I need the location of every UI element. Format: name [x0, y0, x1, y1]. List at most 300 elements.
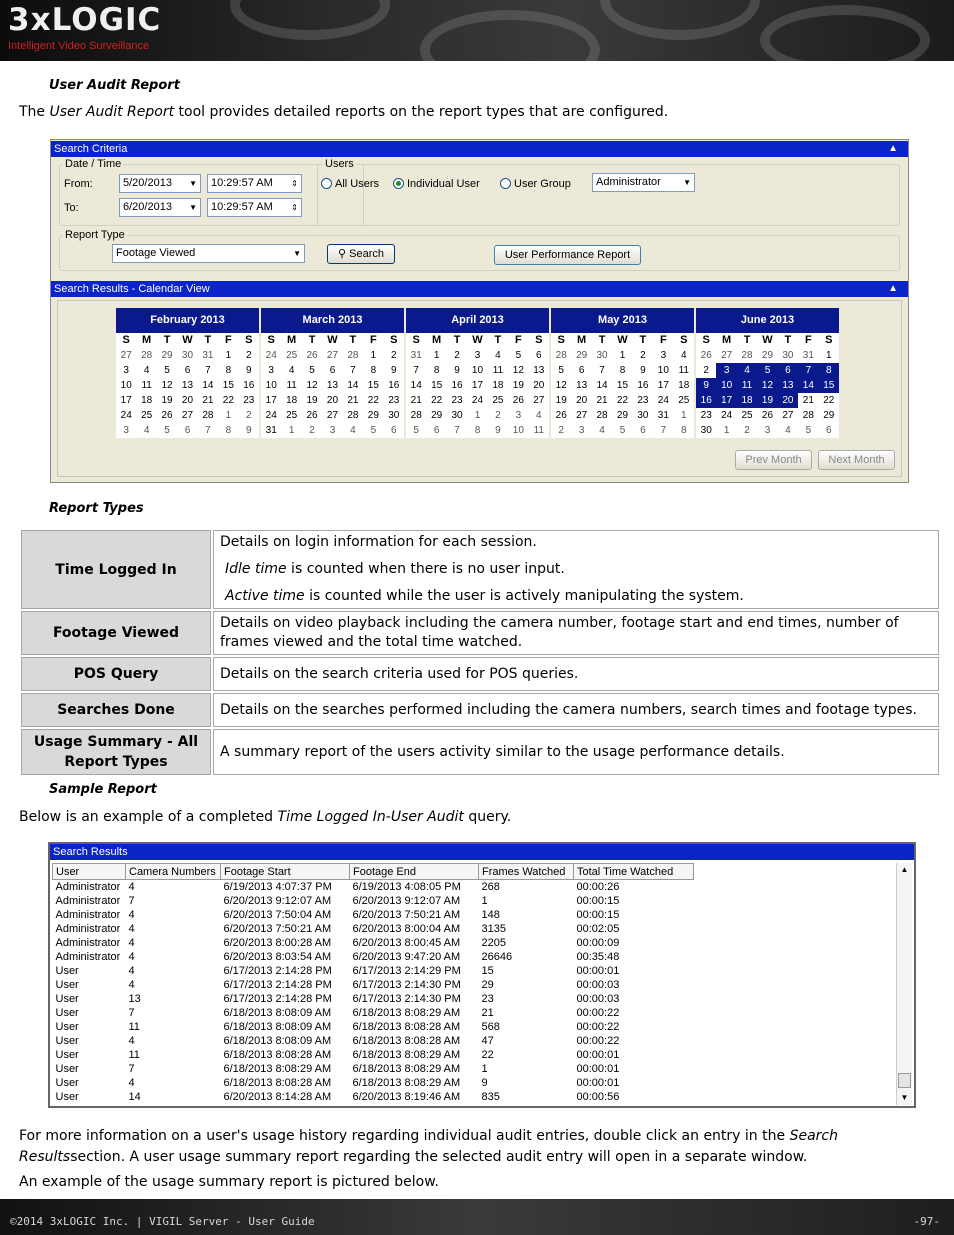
day-name: F	[514, 334, 522, 346]
calendar-day[interactable]: 26	[306, 350, 318, 361]
calendar-day[interactable]: 9	[495, 425, 501, 436]
calendar-day[interactable]: 24	[120, 410, 132, 421]
calendar-day[interactable]: 7	[454, 425, 460, 436]
calendar-day[interactable]: 31	[265, 425, 277, 436]
calendar-day[interactable]: 5	[164, 365, 170, 376]
calendar-day[interactable]: 5	[757, 363, 777, 378]
table-row[interactable]	[53, 894, 694, 908]
calendar-day[interactable]: 3	[123, 365, 129, 376]
table-cell: User	[55, 1091, 79, 1103]
to-date-picker[interactable]: 6/20/2013 ▼	[119, 198, 201, 217]
column-header[interactable]: Frames Watched	[479, 864, 574, 880]
calendar-day[interactable]: 20	[778, 393, 798, 408]
table-row[interactable]	[53, 922, 694, 936]
calendar-day[interactable]: 8	[474, 425, 481, 436]
calendar-day[interactable]: 25	[141, 410, 153, 421]
calendar-day[interactable]: 7	[660, 425, 667, 436]
calendar-day[interactable]: 3	[329, 425, 336, 436]
calendar-day[interactable]: 5	[619, 425, 626, 436]
search-button[interactable]: ⚲ Search	[327, 244, 395, 264]
table-cell: 835	[481, 1091, 500, 1103]
radio-all-users[interactable]: All Users	[321, 178, 379, 191]
calendar-day[interactable]: 18	[141, 395, 153, 406]
calendar-day[interactable]: 26	[700, 350, 712, 361]
calendar-day[interactable]: 29	[576, 350, 588, 361]
calendar-day[interactable]: 1	[370, 350, 377, 361]
calendar-day[interactable]: 21	[802, 395, 814, 406]
calendar-day[interactable]: 6	[391, 425, 397, 436]
calendar-day[interactable]: 27	[533, 395, 545, 406]
calendar-day[interactable]: 11	[533, 425, 544, 436]
table-cell: 6/17/2013 2:14:29 PM	[352, 965, 461, 977]
calendar-day[interactable]: 30	[782, 350, 794, 361]
calendar-day[interactable]: 17	[265, 395, 277, 406]
calendar-day[interactable]: 29	[161, 350, 173, 361]
day-name: F	[659, 334, 667, 346]
calendar-day[interactable]: 15	[367, 380, 379, 391]
calendar-day[interactable]: 30	[388, 410, 400, 421]
calendar-day[interactable]: 11	[678, 365, 689, 376]
day-name: S	[390, 334, 398, 346]
calendar-day[interactable]: 11	[492, 365, 504, 376]
calendar-day[interactable]: 1	[433, 350, 440, 361]
calendar-day[interactable]: 1	[474, 410, 481, 421]
collapse-icon[interactable]: ▲	[888, 283, 898, 294]
calendar-day[interactable]: 10	[265, 380, 277, 391]
calendar-day[interactable]: 28	[347, 350, 359, 361]
calendar-day[interactable]: 4	[785, 425, 791, 436]
calendar-day[interactable]: 26	[555, 410, 567, 421]
calendar-day[interactable]: 31	[202, 350, 214, 361]
table-cell: 13	[128, 993, 141, 1005]
calendar-day[interactable]: 8	[681, 425, 687, 436]
from-date-picker[interactable]: 5/20/2013 ▼	[119, 174, 201, 193]
calendar-day[interactable]: 23	[700, 410, 712, 421]
calendar-day[interactable]: 14	[347, 380, 359, 391]
user-performance-report-button[interactable]: User Performance Report	[494, 245, 641, 265]
intro-paragraph: The User Audit Report tool provides detailed reports on the report types that are configured.	[19, 104, 669, 120]
calendar-day[interactable]: 20	[326, 395, 339, 406]
table-cell: 6/18/2013 8:08:29 AM	[223, 1063, 332, 1075]
calendar-day[interactable]: 3	[660, 350, 667, 361]
calendar-day[interactable]: 26	[306, 410, 318, 421]
calendar-day[interactable]: 6	[578, 365, 585, 376]
table-row[interactable]	[53, 936, 694, 950]
table-row[interactable]	[53, 1020, 694, 1034]
to-label: To:	[64, 202, 79, 214]
table-row[interactable]	[53, 1062, 694, 1076]
calendar-day[interactable]: 27	[782, 410, 794, 421]
user-select[interactable]: Administrator ▼	[592, 173, 695, 192]
calendar-day[interactable]: 3	[268, 365, 274, 376]
table-cell: 00:00:03	[576, 979, 620, 991]
calendar-day[interactable]: 6	[184, 425, 191, 436]
calendar-day[interactable]: 4	[536, 410, 542, 421]
calendar-day[interactable]: 1	[681, 410, 687, 421]
day-name: F	[224, 334, 232, 346]
dropdown-arrow-icon: ▼	[683, 178, 691, 187]
calendar-day[interactable]: 26	[161, 410, 173, 421]
calendar-day[interactable]: 23	[451, 395, 463, 406]
spinner-icon[interactable]: ⇕	[291, 179, 298, 188]
calendar-day[interactable]: 12	[757, 378, 777, 393]
calendar-day[interactable]: 25	[741, 410, 753, 421]
calendar-day[interactable]: 31	[410, 350, 422, 361]
table-cell: Administrator	[55, 937, 121, 949]
calendar-day[interactable]: 24	[265, 410, 277, 421]
report-type-description: Details on video playback including the camera number, footage start and end times, number of frames viewed and the total time watched.	[213, 611, 939, 655]
month-calendar	[696, 308, 839, 438]
calendar-day[interactable]: 9	[391, 365, 397, 376]
table-cell: 6/20/2013 7:50:21 AM	[352, 909, 461, 921]
calendar-day[interactable]: 5	[413, 425, 419, 436]
calendar-day[interactable]: 17	[657, 380, 669, 391]
table-row[interactable]	[53, 1034, 694, 1048]
calendar-day[interactable]: 2	[309, 425, 315, 436]
calendar-day[interactable]: 14	[596, 380, 608, 391]
next-month-button[interactable]: Next Month	[818, 450, 895, 470]
calendar-day[interactable]: 30	[596, 350, 608, 361]
calendar-day[interactable]: 16	[696, 393, 716, 408]
column-header[interactable]: Footage Start	[221, 864, 350, 880]
day-name: T	[453, 334, 461, 346]
table-row[interactable]	[53, 1006, 694, 1020]
calendar-day[interactable]: 13	[326, 380, 339, 391]
calendar-day[interactable]: 24	[721, 410, 733, 421]
table-cell: 148	[481, 909, 500, 921]
calendar-day[interactable]: 29	[616, 410, 629, 421]
calendar-day[interactable]: 23	[637, 395, 649, 406]
calendar-day[interactable]: 16	[451, 380, 463, 391]
dropdown-arrow-icon: ▼	[189, 179, 197, 188]
table-row[interactable]	[53, 1048, 694, 1062]
report-type-name: Footage Viewed	[21, 611, 211, 655]
calendar-day[interactable]: 4	[288, 365, 295, 376]
calendar-day[interactable]: 7	[205, 425, 211, 436]
calendar-day[interactable]: 11	[737, 378, 757, 393]
calendar-day[interactable]: 4	[495, 350, 501, 361]
day-name: T	[349, 334, 357, 346]
table-row[interactable]	[53, 880, 694, 895]
calendar-day[interactable]: 29	[823, 410, 835, 421]
table-row[interactable]	[53, 992, 694, 1006]
day-name: T	[784, 334, 792, 346]
calendar-day[interactable]: 4	[143, 425, 150, 436]
report-types-table	[19, 528, 941, 777]
scroll-up-icon[interactable]: ▲	[900, 865, 909, 874]
table-cell: 6/20/2013 9:12:07 AM	[352, 895, 461, 907]
calendar-day[interactable]: 6	[329, 365, 336, 376]
calendar-day[interactable]: 10	[657, 365, 669, 376]
column-header[interactable]: Footage End	[350, 864, 479, 880]
calendar-day[interactable]: 17	[120, 395, 132, 406]
search-criteria-bar[interactable]: Search Criteria ▲	[51, 141, 908, 157]
dropdown-arrow-icon: ▼	[189, 203, 197, 212]
calendar-day[interactable]: 21	[596, 395, 608, 406]
table-row[interactable]	[53, 1090, 694, 1104]
calendar-day[interactable]: 18	[492, 380, 504, 391]
calendar-day[interactable]: 9	[246, 365, 252, 376]
calendar-day[interactable]: 1	[619, 350, 626, 361]
calendar-day[interactable]: 3	[578, 425, 585, 436]
calendar-day[interactable]: 17	[716, 393, 736, 408]
calendar-day[interactable]: 5	[309, 365, 315, 376]
calendar-day[interactable]: 30	[451, 410, 463, 421]
calendar-day[interactable]: 6	[826, 425, 832, 436]
calendar-day[interactable]: 1	[723, 425, 730, 436]
calendar-day[interactable]: 31	[657, 410, 669, 421]
table-cell: 2205	[481, 937, 506, 949]
calendar-day[interactable]: 5	[515, 350, 522, 361]
calendar-day[interactable]: 28	[347, 410, 359, 421]
calendar-day[interactable]: 8	[819, 363, 839, 378]
calendar-day[interactable]: 23	[243, 395, 255, 406]
calendar-day[interactable]: 28	[410, 410, 422, 421]
calendar-day[interactable]: 27	[576, 410, 588, 421]
table-row[interactable]	[53, 1076, 694, 1090]
calendar-day[interactable]: 29	[761, 350, 774, 361]
calendar-day[interactable]: 7	[350, 365, 356, 376]
search-icon: ⚲	[338, 248, 347, 260]
calendar-day[interactable]: 5	[558, 365, 564, 376]
calendar-day[interactable]: 21	[202, 395, 214, 406]
table-cell: 6/20/2013 8:00:45 AM	[352, 937, 461, 949]
calendar-day[interactable]: 28	[802, 410, 814, 421]
month-header: March 2013	[261, 308, 404, 333]
calendar-day[interactable]: 19	[555, 395, 567, 406]
calendar-day[interactable]: 9	[246, 425, 252, 436]
table-cell: 4	[128, 937, 135, 949]
calendar-day[interactable]: 20	[181, 395, 194, 406]
calendar-day[interactable]: 11	[141, 380, 152, 391]
calendar-day[interactable]: 26	[761, 410, 774, 421]
closing-paragraph-2: An example of the usage summary report is pictured below.	[19, 1174, 439, 1190]
calendar-day[interactable]: 5	[805, 425, 812, 436]
table-cell: User	[55, 1049, 79, 1061]
calendar-day[interactable]: 25	[678, 395, 690, 406]
calendar-day[interactable]: 31	[802, 350, 814, 361]
calendar-day[interactable]: 4	[737, 363, 757, 378]
calendar-day[interactable]: 8	[225, 425, 232, 436]
column-header[interactable]: Camera Numbers	[126, 864, 221, 880]
calendar-day[interactable]: 28	[202, 410, 214, 421]
footer	[0, 1199, 954, 1235]
calendar-view-bar[interactable]: Search Results - Calendar View ▲	[51, 281, 908, 297]
calendar-day[interactable]: 27	[120, 350, 132, 361]
column-header[interactable]: Total Time Watched	[574, 864, 694, 880]
calendar-day[interactable]: 18	[678, 380, 690, 391]
calendar-day[interactable]: 16	[637, 380, 649, 391]
report-type-name: Usage Summary - All Report Types	[21, 729, 211, 775]
calendar-day[interactable]: 6	[778, 363, 798, 378]
calendar-day[interactable]: 22	[222, 395, 234, 406]
calendar-day[interactable]: 1	[288, 425, 295, 436]
calendar-day[interactable]: 1	[826, 350, 832, 361]
calendar-day[interactable]: 16	[388, 380, 400, 391]
calendar-day[interactable]: 4	[143, 365, 150, 376]
calendar-day[interactable]: 1	[225, 410, 232, 421]
calendar-day[interactable]: 8	[225, 365, 232, 376]
scroll-down-icon[interactable]: ▼	[900, 1093, 909, 1102]
calendar-day[interactable]: 19	[161, 395, 173, 406]
calendar-day[interactable]: 4	[681, 350, 687, 361]
table-cell: 6/18/2013 8:08:29 AM	[352, 1077, 461, 1089]
calendar-day[interactable]: 18	[286, 395, 298, 406]
calendar-day[interactable]: 24	[265, 350, 277, 361]
calendar-day[interactable]: 10	[716, 378, 736, 393]
calendar-day[interactable]: 27	[181, 410, 194, 421]
calendar-day[interactable]: 14	[410, 380, 422, 391]
table-row[interactable]	[53, 978, 694, 992]
calendar-day[interactable]: 15	[819, 378, 839, 393]
calendar-day[interactable]: 15	[431, 380, 443, 391]
calendar-day[interactable]: 12	[555, 380, 567, 391]
calendar-day[interactable]: 8	[619, 365, 626, 376]
calendar-day[interactable]: 7	[599, 365, 605, 376]
calendar-day[interactable]: 23	[388, 395, 400, 406]
vertical-scrollbar[interactable]	[896, 863, 912, 1105]
table-cell: 6/18/2013 8:08:09 AM	[223, 1021, 332, 1033]
calendar-day[interactable]: 3	[474, 350, 481, 361]
calendar-day[interactable]: 3	[123, 425, 129, 436]
calendar-day[interactable]: 17	[471, 380, 484, 391]
calendar-day[interactable]: 20	[576, 395, 588, 406]
from-time-spinner[interactable]: 10:29:57 AM ⇕	[207, 174, 302, 193]
calendar-day[interactable]: 13	[533, 365, 545, 376]
calendar-day[interactable]: 2	[246, 350, 252, 361]
calendar-day[interactable]: 28	[741, 350, 753, 361]
calendar-day[interactable]: 30	[637, 410, 649, 421]
calendar-day[interactable]: 9	[454, 365, 460, 376]
calendar-day[interactable]: 21	[410, 395, 422, 406]
calendar-day[interactable]: 6	[536, 350, 542, 361]
to-time-spinner[interactable]: 10:29:57 AM ⇕	[207, 198, 302, 217]
report-type-select[interactable]: Footage Viewed ▼	[112, 244, 305, 263]
radio-user-group[interactable]: User Group	[500, 178, 571, 191]
calendar-day[interactable]: 21	[347, 395, 359, 406]
calendar-day[interactable]: 29	[367, 410, 379, 421]
calendar-day[interactable]: 2	[640, 350, 646, 361]
calendar-day[interactable]: 2	[454, 350, 460, 361]
calendar-day[interactable]: 14	[798, 378, 818, 393]
calendar-day[interactable]: 10	[120, 380, 132, 391]
calendar-day[interactable]: 22	[616, 395, 629, 406]
calendar-day[interactable]: 19	[306, 395, 318, 406]
calendar-day[interactable]: 28	[141, 350, 153, 361]
calendar-day[interactable]: 6	[640, 425, 646, 436]
calendar-day[interactable]: 5	[370, 425, 377, 436]
calendar-day[interactable]: 7	[205, 365, 211, 376]
calendar-day[interactable]: 10	[471, 365, 484, 376]
calendar-day[interactable]: 27	[326, 410, 339, 421]
day-name: T	[743, 334, 751, 346]
calendar-day[interactable]: 25	[286, 410, 298, 421]
calendar-day[interactable]: 13	[576, 380, 588, 391]
radio-individual-user[interactable]: Individual User	[393, 178, 480, 191]
table-row[interactable]	[53, 908, 694, 922]
calendar-day[interactable]: 2	[246, 410, 252, 421]
calendar-day[interactable]: 30	[700, 425, 712, 436]
calendar-day[interactable]: 9	[696, 378, 716, 393]
calendar-day[interactable]: 28	[596, 410, 608, 421]
calendar-day[interactable]: 5	[164, 425, 170, 436]
calendar-day[interactable]: 7	[798, 363, 818, 378]
calendar-day[interactable]: 6	[184, 365, 191, 376]
calendar-day[interactable]: 2	[391, 350, 397, 361]
search-results-bar: Search Results	[50, 844, 914, 860]
calendar-day[interactable]: 22	[431, 395, 443, 406]
calendar-day[interactable]: 2	[703, 365, 709, 376]
calendar-day[interactable]: 16	[243, 380, 255, 391]
scroll-thumb[interactable]	[898, 1073, 911, 1088]
calendar-day[interactable]: 22	[367, 395, 379, 406]
calendar-day[interactable]: 19	[757, 393, 777, 408]
calendar-day[interactable]: 9	[640, 365, 646, 376]
calendar-day[interactable]: 3	[716, 363, 736, 378]
calendar-day[interactable]: 10	[512, 425, 524, 436]
calendar-day[interactable]: 8	[433, 365, 440, 376]
calendar-day[interactable]: 19	[512, 380, 524, 391]
calendar-day[interactable]: 13	[778, 378, 798, 393]
calendar-day[interactable]: 8	[370, 365, 377, 376]
calendar-day[interactable]: 22	[823, 395, 835, 406]
table-row[interactable]	[53, 950, 694, 964]
calendar-day[interactable]: 7	[413, 365, 419, 376]
calendar-day[interactable]: 12	[512, 365, 524, 376]
collapse-icon[interactable]: ▲	[888, 143, 898, 154]
calendar-day[interactable]: 27	[326, 350, 339, 361]
calendar-day[interactable]: 11	[286, 380, 297, 391]
table-row	[21, 611, 939, 655]
calendar-day[interactable]: 15	[222, 380, 234, 391]
calendar-day[interactable]: 14	[202, 380, 214, 391]
calendar-day[interactable]: 4	[599, 425, 605, 436]
calendar-day[interactable]: 12	[161, 380, 173, 391]
calendar-day[interactable]: 4	[350, 425, 356, 436]
calendar-day[interactable]: 28	[555, 350, 567, 361]
calendar-day[interactable]: 24	[471, 395, 484, 406]
calendar-day[interactable]: 27	[721, 350, 733, 361]
calendar-day[interactable]: 30	[181, 350, 194, 361]
calendar-day[interactable]: 25	[286, 350, 298, 361]
calendar-day[interactable]: 25	[492, 395, 504, 406]
calendar-day[interactable]: 3	[515, 410, 522, 421]
calendar-day[interactable]: 2	[558, 425, 564, 436]
from-label: From:	[64, 178, 93, 190]
calendar-day[interactable]: 2	[495, 410, 501, 421]
calendar-day[interactable]: 24	[657, 395, 669, 406]
calendar-day[interactable]: 1	[225, 350, 232, 361]
calendar-day[interactable]: 15	[616, 380, 629, 391]
calendar-day[interactable]: 6	[433, 425, 440, 436]
table-cell: User	[55, 1035, 79, 1047]
table-row[interactable]	[53, 964, 694, 978]
calendar-day[interactable]: 2	[744, 425, 750, 436]
prev-month-button[interactable]: Prev Month	[735, 450, 812, 470]
calendar-day[interactable]: 3	[764, 425, 771, 436]
calendar-day[interactable]: 20	[533, 380, 545, 391]
calendar-day[interactable]: 12	[306, 380, 318, 391]
calendar-day[interactable]: 29	[431, 410, 443, 421]
table-cell: 3135	[481, 923, 506, 935]
calendar-day[interactable]: 13	[181, 380, 194, 391]
calendar-day[interactable]: 18	[737, 393, 757, 408]
table-cell: Administrator	[55, 909, 121, 921]
day-name: T	[598, 334, 606, 346]
spinner-icon[interactable]: ⇕	[291, 203, 298, 212]
calendar-day[interactable]: 26	[512, 395, 524, 406]
column-header[interactable]: User	[53, 864, 126, 880]
